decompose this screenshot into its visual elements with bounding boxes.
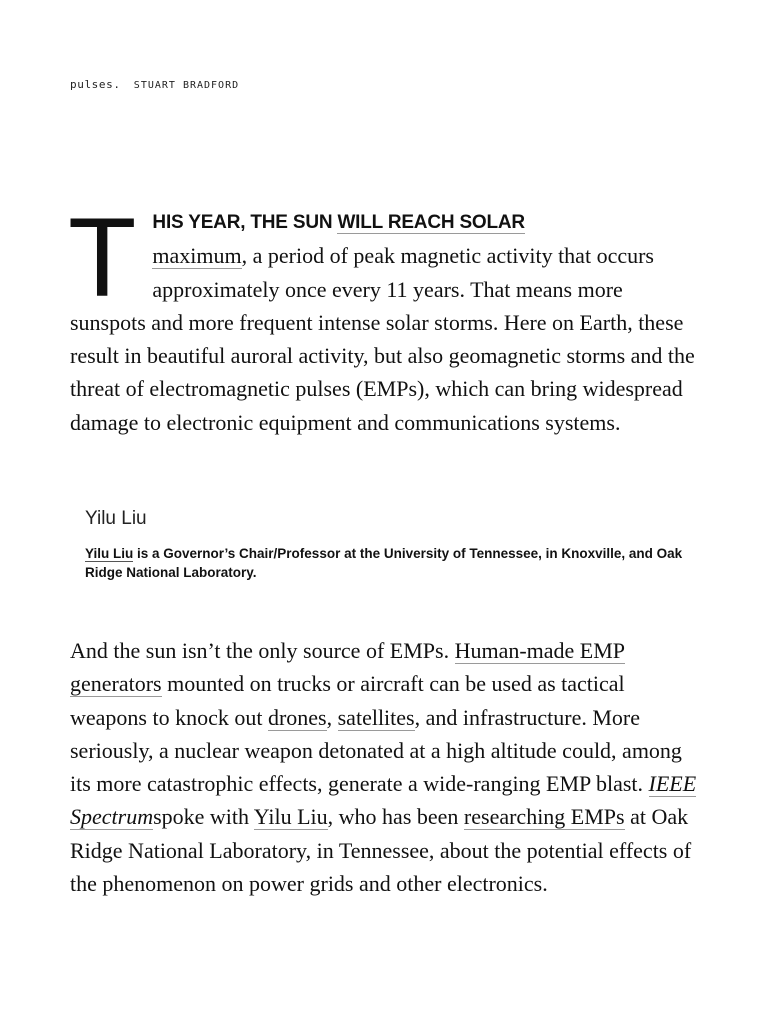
emp-generators-link[interactable]: Human-made EMP generators — [70, 638, 626, 697]
drop-cap: T — [68, 195, 137, 320]
intro-body: , a period of peak magnetic activity that occurs approximately once every 11 years. That means more sunspots and more frequent intense solar storms. Here on Earth, these result in beautiful auroral activity, but also geomagnetic storms and the threat of electromagnetic pulses (EMPs), which can bring widespread damage to electronic equipment and communications systems. — [70, 243, 695, 435]
drones-link[interactable]: drones — [267, 704, 327, 730]
caption-text: pulses. — [70, 78, 121, 91]
satellites-link[interactable]: satellites — [337, 704, 415, 730]
para-text: , who has been — [327, 804, 464, 830]
solar-maximum-link-cont[interactable]: maximum — [152, 243, 242, 269]
lead-in — [152, 212, 525, 234]
yilu-liu-link[interactable]: Yilu Liu — [253, 804, 328, 830]
author-bio — [85, 508, 705, 582]
lead-in-text: HIS YEAR, THE SUN — [152, 212, 338, 233]
para-text: , — [326, 704, 338, 730]
body-paragraph — [70, 634, 700, 916]
bio-name-link[interactable]: Yilu Liu — [85, 546, 134, 561]
para-text: spoke with — [153, 804, 254, 830]
photo-credit: STUART BRADFORD — [133, 80, 240, 91]
para-text: mounted on trucks or aircraft can be used as tactical weapons to knock out — [70, 671, 625, 730]
ieee-spectrum-link[interactable]: IEEE Spectrum — [70, 771, 697, 830]
para-text: at Oak Ridge National Laboratory, in Tennessee, about the potential effects of the phenomenon on power grids and other electronics. — [70, 804, 692, 897]
para-text: And the sun isn’t the only source of EMPs. — [70, 638, 455, 663]
intro-paragraph — [68, 195, 700, 439]
image-caption — [70, 78, 239, 91]
para-text: , and infrastructure. More seriously, a nuclear weapon detonated at a high altitude could, among its more catastrophic effects, generate a wide-ranging EMP blast. — [70, 704, 682, 797]
researching-emps-link[interactable]: researching EMPs — [463, 804, 625, 830]
bio-name: Yilu Liu — [85, 508, 147, 529]
solar-maximum-link[interactable]: WILL REACH SOLAR — [337, 212, 525, 233]
bio-description: is a Governor’s Chair/Professor at the University of Tennessee, in Knoxville, and Oak Ridge National Laboratory. — [85, 546, 683, 580]
bio-text — [85, 544, 705, 582]
